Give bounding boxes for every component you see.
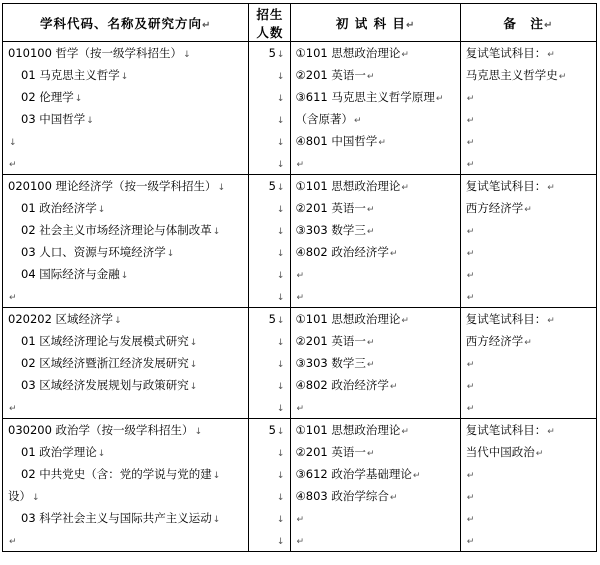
exam-subject: ①101 思想政治理论↵ (295, 179, 409, 193)
note-line: ↵ (466, 360, 475, 370)
discipline-title: 020100 理论经济学（按一级学科招生）↓ (8, 179, 226, 193)
notes-cell (460, 308, 596, 419)
exam-subject: ④803 政治学综合↵ (295, 489, 398, 503)
notes-cell (460, 42, 596, 175)
direction-cell (3, 42, 249, 175)
research-direction: ↵ (9, 160, 17, 170)
note-line: ↵ (466, 116, 475, 126)
research-direction: ↵ (9, 537, 17, 547)
note-line: 复试笔试科目：↵ (465, 423, 555, 437)
note-line: 复试笔试科目：↵ (465, 46, 555, 60)
direction-cell (3, 175, 249, 308)
header-count: 招生 人数 (249, 4, 291, 42)
enrollment-count: 5↓ (268, 46, 285, 60)
note-line: 西方经济学↵ (465, 201, 532, 215)
header-notes: 备 注↵ (460, 4, 596, 42)
notes-cell (460, 419, 596, 552)
research-direction: 02 区域经济暨浙江经济发展研究↓ (21, 356, 198, 370)
note-line: ↵ (466, 515, 475, 525)
note-line: ↵ (466, 138, 475, 148)
research-direction: 04 国际经济与金融↓ (21, 267, 129, 281)
count-blank: ↓ (276, 537, 285, 547)
exam-subject: ①101 思想政治理论↵ (295, 423, 409, 437)
note-line: ↵ (466, 493, 475, 503)
count-blank: ↓ (276, 360, 285, 370)
exam-subject: ④802 政治经济学↵ (295, 245, 398, 259)
direction-cell (3, 308, 249, 419)
table-row (3, 308, 597, 419)
exam-subject: ③611 马克思主义哲学原理↵ (295, 90, 444, 104)
exam-subject: ③303 数学三↵ (295, 356, 375, 370)
direction-cell (3, 419, 249, 552)
note-line: 当代中国政治↵ (465, 445, 544, 459)
research-direction: ↵ (9, 404, 17, 414)
exam-subject: ④802 政治经济学↵ (295, 378, 398, 392)
count-blank: ↓ (276, 138, 285, 148)
count-blank: ↓ (276, 94, 285, 104)
research-direction: 03 中国哲学↓ (21, 112, 94, 126)
exam-subject: ①101 思想政治理论↵ (295, 312, 409, 326)
count-blank: ↓ (276, 471, 285, 481)
note-line: 复试笔试科目：↵ (465, 179, 555, 193)
table-row (3, 175, 597, 308)
note-line: ↵ (466, 471, 475, 481)
note-line: ↵ (466, 537, 475, 547)
note-line: 马克思主义哲学史↵ (465, 68, 567, 82)
table-row (3, 42, 597, 175)
header-exams: 初 试 科 目↵ (291, 4, 460, 42)
research-direction: 03 人口、资源与环境经济学↓ (21, 245, 175, 259)
enrollment-count: 5↓ (268, 423, 285, 437)
research-direction: ↵ (9, 293, 17, 303)
count-blank: ↓ (276, 449, 285, 459)
exam-subject: ②201 英语一↵ (295, 201, 375, 215)
count-blank: ↓ (276, 271, 285, 281)
exam-subjects-cell (291, 419, 460, 552)
research-direction: 01 区域经济理论与发展模式研究↓ (21, 334, 198, 348)
discipline-title: 010100 哲学（按一级学科招生）↓ (8, 46, 191, 60)
research-direction: 01 政治经济学↓ (21, 201, 106, 215)
discipline-title: 020202 区域经济学↓ (8, 312, 122, 326)
research-direction: 02 伦理学↓ (21, 90, 83, 104)
count-blank: ↓ (276, 160, 285, 170)
count-blank: ↓ (276, 227, 285, 237)
exam-subjects-cell (291, 42, 460, 175)
exam-subject: ↵ (296, 404, 305, 414)
table-header-row (3, 4, 597, 42)
exam-subject: ②201 英语一↵ (295, 445, 375, 459)
exam-subject: ②201 英语一↵ (295, 334, 375, 348)
exam-subject: ③303 数学三↵ (295, 223, 375, 237)
count-blank: ↓ (276, 205, 285, 215)
enrollment-count-cell (249, 42, 291, 175)
note-line: ↵ (466, 160, 475, 170)
admission-table (2, 3, 597, 552)
header-direction: 学科代码、名称及研究方向↵ (3, 4, 249, 42)
research-direction: 设）↓ (8, 489, 40, 503)
note-line: 复试笔试科目：↵ (465, 312, 555, 326)
note-line: 西方经济学↵ (465, 334, 532, 348)
enrollment-count-cell (249, 419, 291, 552)
note-line: ↵ (466, 293, 475, 303)
table-row (3, 419, 597, 552)
exam-subjects-cell (291, 308, 460, 419)
exam-subject: ↵ (296, 271, 305, 281)
research-direction: ↓ (9, 138, 17, 148)
enrollment-count-cell (249, 175, 291, 308)
note-line: ↵ (466, 404, 475, 414)
exam-subjects-cell (291, 175, 460, 308)
note-line: ↵ (466, 227, 475, 237)
research-direction: 03 科学社会主义与国际共产主义运动↓ (21, 511, 221, 525)
count-blank: ↓ (276, 116, 285, 126)
exam-subject: ④801 中国哲学↵ (295, 134, 386, 148)
enrollment-count-cell (249, 308, 291, 419)
count-blank: ↓ (276, 338, 285, 348)
exam-subject: ②201 英语一↵ (295, 68, 375, 82)
exam-subject: ↵ (296, 537, 305, 547)
note-line: ↵ (466, 94, 475, 104)
exam-subject: ↵ (296, 160, 305, 170)
notes-cell (460, 175, 596, 308)
exam-subject: ↵ (296, 293, 305, 303)
exam-subject: ③612 政治学基础理论↵ (295, 467, 421, 481)
research-direction: 02 中共党史（含：党的学说与党的建↓ (21, 467, 221, 481)
count-blank: ↓ (276, 249, 285, 259)
count-blank: ↓ (276, 72, 285, 82)
exam-subject: ①101 思想政治理论↵ (295, 46, 409, 60)
note-line: ↵ (466, 382, 475, 392)
exam-subject: ↵ (296, 515, 305, 525)
research-direction: 01 政治学理论↓ (21, 445, 106, 459)
count-blank: ↓ (276, 293, 285, 303)
research-direction: 03 区域经济发展规划与政策研究↓ (21, 378, 198, 392)
note-line: ↵ (466, 249, 475, 259)
enrollment-count: 5↓ (268, 312, 285, 326)
count-blank: ↓ (276, 382, 285, 392)
note-line: ↵ (466, 271, 475, 281)
count-blank: ↓ (276, 404, 285, 414)
enrollment-count: 5↓ (268, 179, 285, 193)
exam-subject: （含原著）↵ (295, 112, 362, 126)
research-direction: 01 马克思主义哲学↓ (21, 68, 129, 82)
count-blank: ↓ (276, 515, 285, 525)
count-blank: ↓ (276, 493, 285, 503)
discipline-title: 030200 政治学（按一级学科招生）↓ (8, 423, 203, 437)
research-direction: 02 社会主义市场经济理论与体制改革↓ (21, 223, 221, 237)
